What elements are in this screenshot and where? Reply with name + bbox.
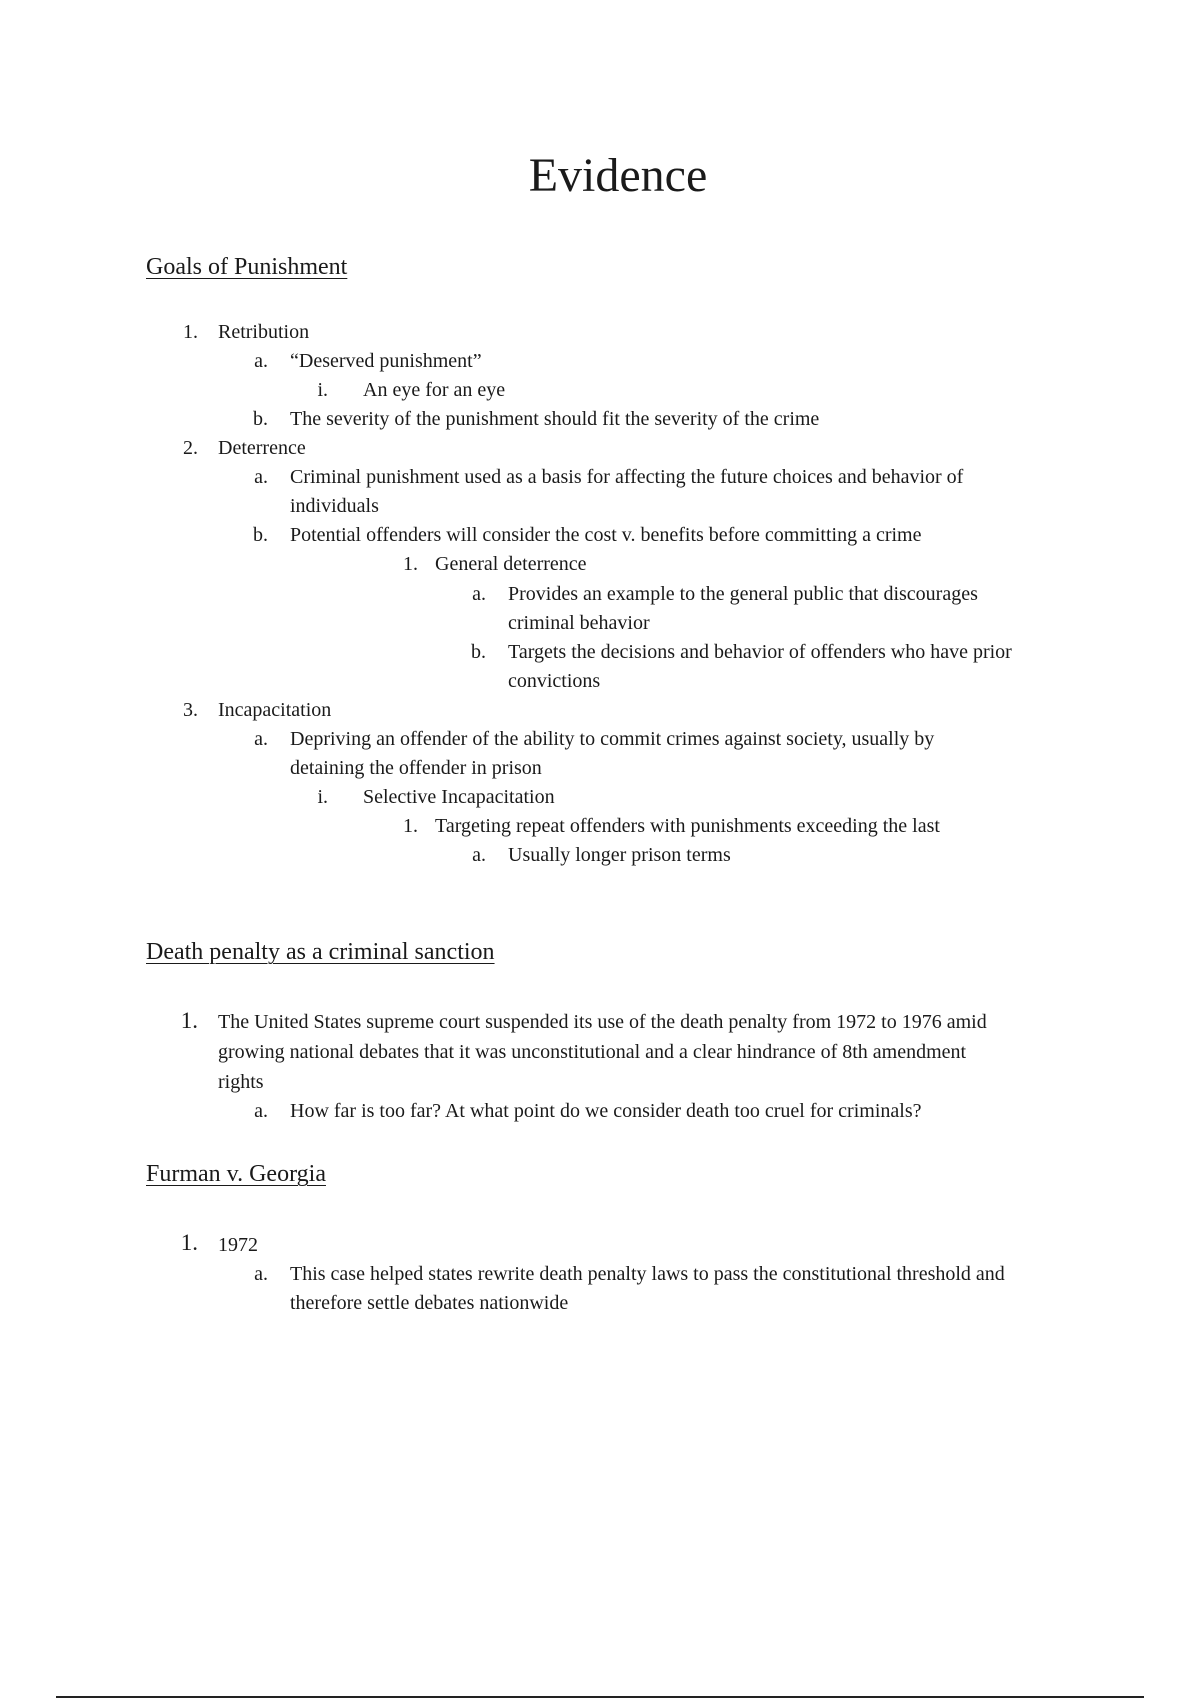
list-marker: a. bbox=[254, 728, 268, 750]
section-heading-death-penalty: Death penalty as a criminal sanction bbox=[146, 939, 495, 965]
list-item: The United States supreme court suspended its use of the death penalty from 1972 to 1976 amid bbox=[218, 1011, 987, 1033]
list-item: “Deserved punishment” bbox=[290, 350, 482, 372]
list-marker: 1. bbox=[180, 1008, 198, 1033]
list-item-general-deterrence: General deterrence bbox=[435, 553, 587, 575]
list-item: Provides an example to the general public that discourages bbox=[508, 583, 978, 605]
list-marker: a. bbox=[254, 1100, 268, 1122]
list-marker: a. bbox=[472, 583, 486, 605]
page-bottom-rule bbox=[56, 1696, 1144, 1698]
section-heading-goals: Goals of Punishment bbox=[146, 254, 348, 280]
list-marker: b. bbox=[253, 408, 268, 430]
list-marker: b. bbox=[471, 641, 486, 663]
list-item-continuation: detaining the offender in prison bbox=[290, 757, 542, 779]
list-item-continuation: individuals bbox=[290, 495, 379, 517]
list-item: Criminal punishment used as a basis for affecting the future choices and behavior of bbox=[290, 466, 964, 488]
list-marker: b. bbox=[253, 524, 268, 546]
list-item: The severity of the punishment should fit the severity of the crime bbox=[290, 408, 820, 430]
list-item-deterrence: Deterrence bbox=[218, 437, 306, 459]
list-marker: a. bbox=[472, 844, 486, 866]
list-item-selective-incapacitation: Selective Incapacitation bbox=[363, 786, 555, 808]
list-item-continuation: rights bbox=[218, 1071, 264, 1093]
list-item-continuation: criminal behavior bbox=[508, 612, 650, 634]
list-item: Targeting repeat offenders with punishments exceeding the last bbox=[435, 815, 940, 837]
list-marker: a. bbox=[254, 466, 268, 488]
list-item: Targets the decisions and behavior of offenders who have prior bbox=[508, 641, 1012, 663]
list-marker: 1. bbox=[403, 553, 418, 575]
section-heading-furman: Furman v. Georgia bbox=[146, 1161, 326, 1187]
list-item-continuation: therefore settle debates nationwide bbox=[290, 1292, 569, 1314]
list-marker: 1. bbox=[180, 1230, 198, 1255]
list-marker: a. bbox=[254, 1263, 268, 1285]
list-item-incapacitation: Incapacitation bbox=[218, 699, 332, 721]
list-marker: i. bbox=[317, 379, 328, 401]
list-marker: a. bbox=[254, 350, 268, 372]
list-item: This case helped states rewrite death penalty laws to pass the constitutional threshold and bbox=[290, 1263, 1005, 1285]
list-marker: 1. bbox=[403, 815, 418, 837]
list-marker: 1. bbox=[183, 321, 198, 343]
list-item-retribution: Retribution bbox=[218, 321, 310, 343]
list-item: An eye for an eye bbox=[363, 379, 506, 401]
list-item: How far is too far? At what point do we consider death too cruel for criminals? bbox=[290, 1100, 922, 1122]
list-marker: i. bbox=[317, 786, 328, 808]
list-item: Potential offenders will consider the cost v. benefits before committing a crime bbox=[290, 524, 922, 546]
list-marker: 3. bbox=[183, 699, 198, 721]
page-title: Evidence bbox=[528, 149, 708, 202]
list-marker: 2. bbox=[183, 437, 198, 459]
list-item: Usually longer prison terms bbox=[508, 844, 731, 866]
list-item: Depriving an offender of the ability to commit crimes against society, usually by bbox=[290, 728, 935, 750]
list-item-continuation: convictions bbox=[508, 670, 601, 692]
list-item-continuation: growing national debates that it was unconstitutional and a clear hindrance of 8th amendment bbox=[218, 1041, 967, 1063]
list-item: 1972 bbox=[218, 1234, 258, 1256]
